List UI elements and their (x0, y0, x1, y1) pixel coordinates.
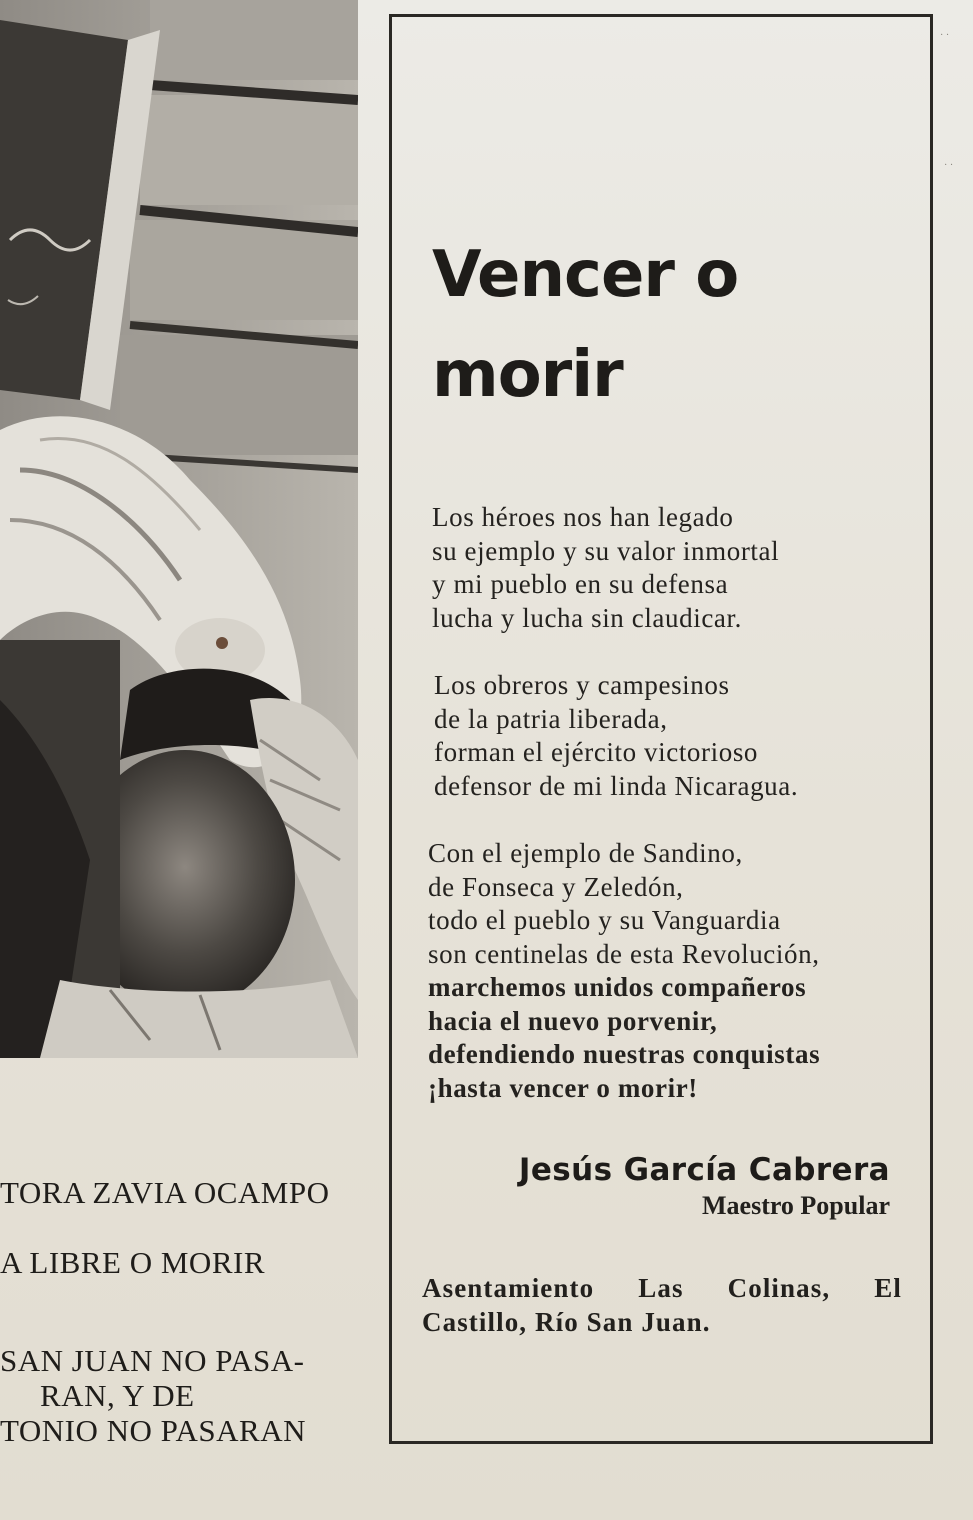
author-location: Asentamiento Las Colinas, El Castillo, Río San Juan. (422, 1273, 902, 1337)
margin-speck: · · (944, 160, 954, 171)
verse-line: de la patria liberada, (434, 703, 668, 734)
title-line-2: morir (432, 338, 623, 412)
caption-line-2: A LIBRE O MORIR (0, 1245, 265, 1280)
title-line-1: Vencer o (432, 238, 739, 312)
caption-line-1: TORA ZAVIA OCAMPO (0, 1175, 330, 1210)
author-role: Maestro Popular (702, 1191, 890, 1220)
article-title (432, 225, 872, 425)
verse-line: de Fonseca y Zeledón, (428, 871, 684, 902)
poem-stanza-2 (434, 669, 798, 803)
caption-line-5: TONIO NO PASARAN (0, 1413, 306, 1448)
verse-line: hacia el nuevo porvenir, (428, 1005, 718, 1036)
photo-child-at-school (0, 0, 358, 1058)
verse-line: Los héroes nos han legado (432, 502, 734, 532)
caption-line-4: RAN, Y DE (40, 1378, 195, 1413)
poem-stanza-1 (432, 501, 779, 635)
verse-line: su ejemplo y su valor inmortal (432, 535, 780, 566)
verse-line: defendiendo nuestras conquistas (428, 1039, 821, 1069)
poem-stanza-3 (428, 837, 820, 1105)
verse-line: Los obreros y campesinos (434, 670, 730, 700)
poem-article (389, 14, 933, 1444)
caption-line-3: SAN JUAN NO PASA- (0, 1343, 305, 1378)
verse-line: y mi pueblo en su defensa (432, 569, 729, 599)
verse-line: ¡hasta vencer o morir! (428, 1072, 698, 1103)
verse-line: Con el ejemplo de Sandino, (428, 838, 743, 868)
author-block (519, 1150, 890, 1222)
margin-speck: · · (940, 30, 950, 41)
verse-line: son centinelas de esta Revolución, (428, 938, 820, 969)
verse-line: marchemos unidos compañeros (428, 972, 807, 1002)
verse-line: forman el ejército victorioso (434, 737, 759, 767)
verse-line: lucha y lucha sin claudicar. (432, 602, 742, 633)
author-name: Jesús García Cabrera (518, 1152, 890, 1188)
verse-line: defensor de mi linda Nicaragua. (434, 770, 799, 801)
verse-line: todo el pueblo y su Vanguardia (428, 905, 781, 935)
